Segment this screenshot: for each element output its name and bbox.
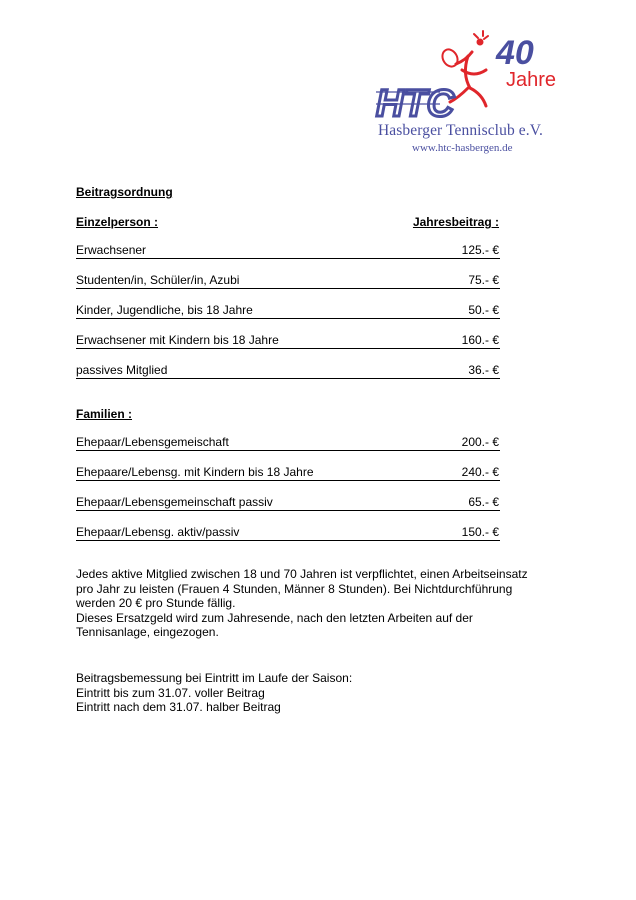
paragraph-line: Jedes aktive Mitglied zwischen 18 und 70 Jahren ist verpflichtet, einen Arbeitseinsatz [76, 567, 528, 581]
fee-row [76, 525, 500, 541]
paragraph-line: Tennisanlage, eingezogen. [76, 625, 219, 640]
fee-price: 75.- € [468, 273, 499, 287]
fee-row [76, 363, 500, 379]
fee-label: passives Mitglied [76, 363, 168, 377]
fee-label: Ehepaar/Lebensg. aktiv/passiv [76, 525, 240, 539]
fee-label: Ehepaare/Lebensg. mit Kindern bis 18 Jahre [76, 465, 314, 479]
fee-label: Studenten/in, Schüler/in, Azubi [76, 273, 240, 287]
club-logo [370, 30, 600, 165]
document-title: Beitragsordnung [76, 185, 173, 199]
fee-schedule [76, 184, 500, 541]
individuals-heading: Einzelperson : [76, 215, 159, 229]
fee-label: Ehepaar/Lebensgemeinschaft passiv [76, 495, 273, 509]
fee-price: 125.- € [461, 243, 499, 257]
fee-price: 65.- € [468, 495, 499, 509]
fee-label: Kinder, Jugendliche, bis 18 Jahre [76, 303, 253, 317]
fee-row [76, 303, 500, 319]
fee-row [76, 465, 500, 481]
monogram-text: HTC [376, 83, 455, 125]
paragraph-line: Eintritt bis zum 31.07. voller Beitrag [76, 685, 265, 700]
club-name: Hasberger Tennisclub e.V. [378, 122, 543, 139]
fee-label: Ehepaar/Lebensgemeischaft [76, 435, 229, 449]
fee-row [76, 333, 500, 349]
club-website: www.htc-hasbergen.de [412, 142, 513, 154]
anniversary-number: 40 [496, 34, 534, 72]
fee-row [76, 273, 500, 289]
fee-row [76, 495, 500, 511]
fee-row [76, 435, 500, 451]
fee-price: 240.- € [461, 465, 499, 479]
paragraph-line: Dieses Ersatzgeld wird zum Jahresende, nach den letzten Arbeiten auf der [76, 610, 473, 625]
work-obligation-note [76, 567, 576, 640]
paragraph-line: werden 20 € pro Stunde fällig. [76, 596, 236, 611]
fee-price: 50.- € [468, 303, 499, 317]
fee-row [76, 243, 500, 259]
htc-logo-graphic [370, 30, 600, 130]
anniversary-word: Jahre [506, 69, 557, 91]
htc-monogram-icon [376, 80, 455, 125]
fee-price: 36.- € [468, 363, 499, 377]
families-heading: Familien : [76, 407, 133, 421]
paragraph-line: Eintritt nach dem 31.07. halber Beitrag [76, 700, 281, 715]
fee-price: 160.- € [461, 333, 499, 347]
families-header [76, 406, 500, 422]
annual-fee-heading: Jahresbeitrag : [412, 215, 499, 229]
fee-price: 200.- € [461, 435, 499, 449]
paragraph-line: pro Jahr zu leisten (Frauen 4 Stunden, Männer 8 Stunden). Bei Nichtdurchführung [76, 581, 513, 596]
fee-price: 150.- € [461, 525, 499, 539]
paragraph-line: Beitragsbemessung bei Eintritt im Laufe der Saison: [76, 671, 353, 685]
fee-label: Erwachsener [76, 243, 147, 257]
entry-rule-note [76, 671, 576, 715]
fee-label: Erwachsener mit Kindern bis 18 Jahre [76, 333, 279, 347]
individuals-header [76, 214, 500, 230]
